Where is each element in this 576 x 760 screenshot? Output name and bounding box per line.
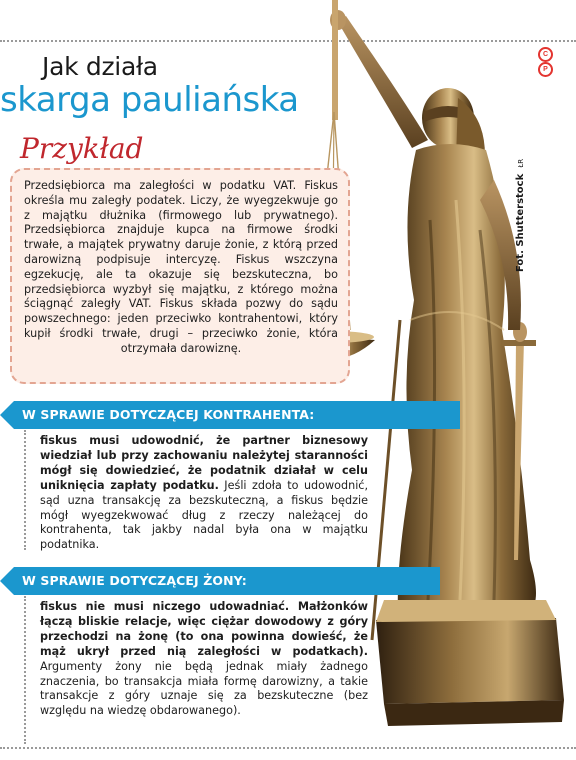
section-frame-wife	[24, 596, 26, 744]
title-line-1: Jak działa	[42, 52, 158, 81]
example-heading: Przykład	[20, 132, 144, 165]
photo-credit	[515, 159, 526, 272]
section-text-contractor: Jeśli zdoła to udowodnić, sąd uzna transakcję za bezskuteczną, a fiskus będzie mógł wyegzekwować dług z rzeczy należącej do kontrahenta, tak jakby nadal była ona w majątku podatnika.	[40, 478, 369, 552]
section-bold-wife: fiskus nie musi niczego udowadniać. Małżonków łączą bliskie relacje, więc ciężar dowodowy z góry przechodzi na żonę (to ona powinna dowieść, że mąż ukrył przed nią zaległości w podatkach).	[40, 600, 368, 658]
example-text: Przedsiębiorca ma zaległości w podatku VAT. Fiskus określa mu zaległy podatek. Liczy, że wyegzekwuje go z majątku dłużnika (firmowego lub prywatnego). Przedsiębiorca znajduje kupca na firmowe środki trwałe, a majątek prywatny daruje żonie, z którą przed darowizną podpisuje intercyzę. Fiskus wszczyna egzekucję, ale ta okazuje się bezskuteczna, bo przedsiębiorca wyzbył się majątku, z którego można ściągnąć zaległy VAT. Fiskus składa pozwy do sądu powszechnego: jeden przeciwko kontrahentowi, który kupił środki trwałe, drugi – przeciwko żonie, która otrzymała darowiznę.	[24, 179, 338, 355]
section-header-wife	[0, 567, 440, 595]
title-line-2: skarga pauliańska	[0, 80, 299, 120]
example-box	[10, 168, 350, 384]
section-title-contractor: W SPRAWIE DOTYCZĄCEJ KONTRAHENTA:	[22, 407, 315, 422]
photo-credit-text: Fot. Shutterstock	[515, 173, 526, 272]
section-frame-contractor	[24, 430, 26, 550]
section-bold-contractor: fiskus musi udowodnić, że partner biznesowy wiedział lub przy zachowaniu należytej staranności mógł się dowiedzieć, że podatnik działał w celu uniknięcia zapłaty podatku.	[40, 434, 368, 492]
section-header-contractor	[0, 401, 460, 429]
bottom-divider	[0, 747, 576, 749]
photo-credit-initials: ŁR	[517, 158, 525, 168]
section-title-wife: W SPRAWIE DOTYCZĄCEJ ŻONY:	[22, 573, 247, 588]
section-body-contractor	[40, 434, 368, 553]
section-body-wife	[40, 600, 368, 719]
copyright-logo-icon: CP	[538, 47, 566, 61]
section-text-wife: Argumenty żony nie będą jednak miały żadnego znaczenia, bo transakcja miała formę darowizny, a takie transakcje z góry uznaje się za bezskuteczne (bez względu na wiedzę obdarowanego).	[40, 659, 368, 718]
